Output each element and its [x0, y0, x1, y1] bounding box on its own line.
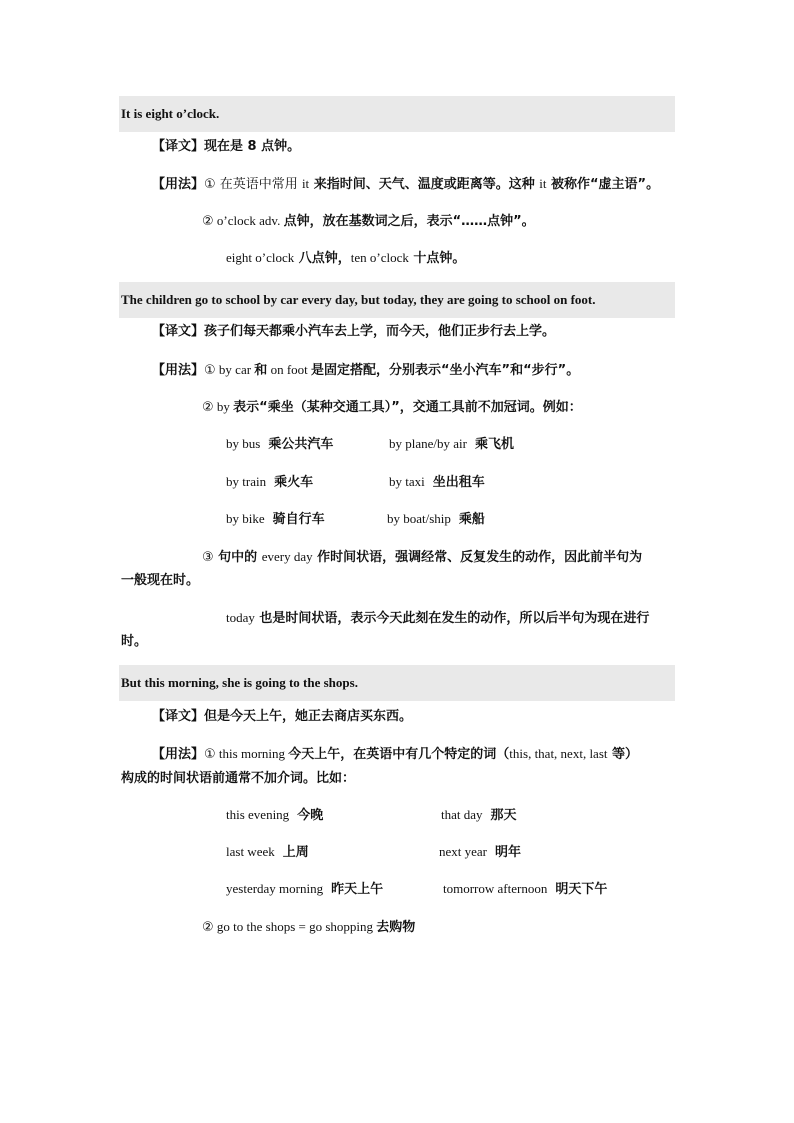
usage-en: today — [226, 610, 255, 625]
translation-tag: 【译文】 — [152, 324, 205, 339]
example-cell — [226, 510, 325, 529]
usage-text: 和 — [254, 363, 268, 378]
translation-line-1 — [152, 138, 300, 156]
translation-tag: 【译文】 — [152, 709, 205, 724]
translation-text: 现在是 8 点钟。 — [204, 139, 301, 154]
usage-text: 作时间状语，强调经常、反复发生的动作，因此前半句为 — [312, 550, 643, 565]
example-line-1 — [226, 249, 465, 268]
example-cell — [439, 843, 521, 862]
example-cell — [443, 880, 607, 899]
example-cell — [389, 435, 514, 454]
usage-number: ② — [202, 400, 214, 415]
example-zh: 上周 — [282, 845, 309, 860]
usage-en: by — [213, 399, 234, 414]
translation-line-2 — [152, 323, 555, 341]
translation-line-3 — [152, 708, 412, 726]
example-en: tomorrow afternoon — [443, 881, 548, 896]
example-en: by boat/ship — [387, 511, 451, 526]
usage-line-3-1-cont — [121, 770, 355, 788]
example-zh: 坐出租车 — [432, 475, 485, 490]
usage-en: on foot — [267, 362, 312, 377]
usage-number: ② — [202, 214, 214, 229]
usage-number: ③ — [202, 550, 214, 565]
usage-en: o’clock adv. — [213, 213, 284, 228]
sentence-banner-1: It is eight o’clock. — [119, 96, 675, 132]
example-zh: 乘公共汽车 — [268, 437, 334, 452]
example-cell — [226, 806, 323, 825]
usage-tag: 【用法】 — [152, 747, 205, 762]
example-cell — [226, 435, 333, 454]
usage-en: by car — [215, 362, 255, 377]
example-zh: 十点钟。 — [408, 251, 466, 266]
example-en: by train — [226, 474, 267, 489]
example-en: eight o’clock — [226, 250, 295, 265]
usage-line-2-4 — [226, 609, 649, 628]
usage-tag: 【用法】 — [152, 363, 205, 378]
translation-text: 孩子们每天都乘小汽车去上学，而今天，他们正步行去上学。 — [204, 324, 556, 339]
usage-text: 构成的时间状语前通常不加介词。比如： — [121, 771, 356, 786]
usage-line-1-2 — [202, 212, 535, 231]
usage-en: this, that, next, last — [509, 746, 608, 761]
sentence-banner-2: The children go to school by car every day, but today, they are going to school on foot. — [119, 282, 675, 318]
usage-text: 去购物 — [376, 920, 416, 935]
example-cell — [441, 806, 517, 825]
example-en: this evening — [226, 807, 290, 822]
example-en: by bus — [226, 436, 261, 451]
translation-text: 但是今天上午，她正去商店买东西。 — [204, 709, 413, 724]
usage-en: this morning — [215, 746, 289, 761]
usage-number: ① — [204, 363, 216, 378]
usage-number: ② — [202, 920, 214, 935]
usage-en: it — [539, 176, 547, 191]
usage-text: 在英语中常用 — [215, 177, 302, 192]
usage-text: 是固定搭配，分别表示“坐小汽车”和“步行”。 — [311, 363, 580, 378]
example-zh: 骑自行车 — [272, 512, 325, 527]
usage-line-2-2 — [202, 398, 582, 417]
usage-en: every day — [261, 549, 313, 564]
example-zh: 昨天上午 — [331, 882, 384, 897]
usage-line-2-1 — [152, 361, 579, 380]
usage-tag: 【用法】 — [152, 177, 205, 192]
translation-tag: 【译文】 — [152, 139, 205, 154]
usage-en: go to the shops = go shopping — [213, 919, 377, 934]
sentence-banner-3: But this morning, she is going to the shops. — [119, 665, 675, 701]
example-zh: 八点钟， — [294, 251, 351, 266]
usage-text: 被称作“虚主语”。 — [546, 177, 660, 192]
example-zh: 今晚 — [297, 808, 324, 823]
usage-line-3-2 — [202, 918, 415, 937]
usage-line-3-1 — [152, 745, 638, 764]
usage-en: it — [301, 176, 310, 191]
example-zh: 乘火车 — [274, 475, 314, 490]
example-en: by bike — [226, 511, 265, 526]
example-zh: 那天 — [490, 808, 517, 823]
example-en: by plane/by air — [389, 436, 467, 451]
usage-text: 等） — [607, 747, 639, 762]
usage-text: 今天上午，在英语中有几个特定的词（ — [288, 747, 510, 762]
usage-number: ① — [204, 177, 216, 192]
example-en: by taxi — [389, 474, 425, 489]
usage-line-2-4-cont — [121, 633, 147, 651]
example-cell — [387, 510, 485, 529]
example-zh: 明年 — [495, 845, 522, 860]
example-cell — [226, 473, 313, 492]
usage-line-1-1 — [152, 175, 659, 194]
example-en: ten o’clock — [350, 250, 409, 265]
usage-text: 时。 — [121, 634, 148, 649]
example-en: next year — [439, 844, 488, 859]
usage-text: 一般现在时。 — [121, 573, 200, 588]
example-zh: 明天下午 — [555, 882, 608, 897]
usage-text: 表示“乘坐（某种交通工具）”，交通工具前不加冠词。例如： — [233, 400, 582, 415]
example-en: that day — [441, 807, 483, 822]
example-en: last week — [226, 844, 275, 859]
example-zh: 乘飞机 — [474, 437, 514, 452]
example-cell — [389, 473, 485, 492]
example-en: yesterday morning — [226, 881, 324, 896]
usage-line-2-3 — [202, 548, 642, 567]
usage-text: 句中的 — [213, 550, 262, 565]
example-zh: 乘船 — [458, 512, 485, 527]
example-cell — [226, 880, 383, 899]
usage-line-2-3-cont — [121, 572, 199, 590]
example-cell — [226, 843, 309, 862]
usage-text: 点钟，放在基数词之后，表示“……点钟”。 — [283, 214, 535, 229]
usage-text: 也是时间状语，表示今天此刻在发生的动作，所以后半句为现在进行 — [254, 611, 650, 626]
usage-number: ① — [204, 747, 216, 762]
usage-text: 来指时间、天气、温度或距离等。这种 — [309, 177, 540, 192]
